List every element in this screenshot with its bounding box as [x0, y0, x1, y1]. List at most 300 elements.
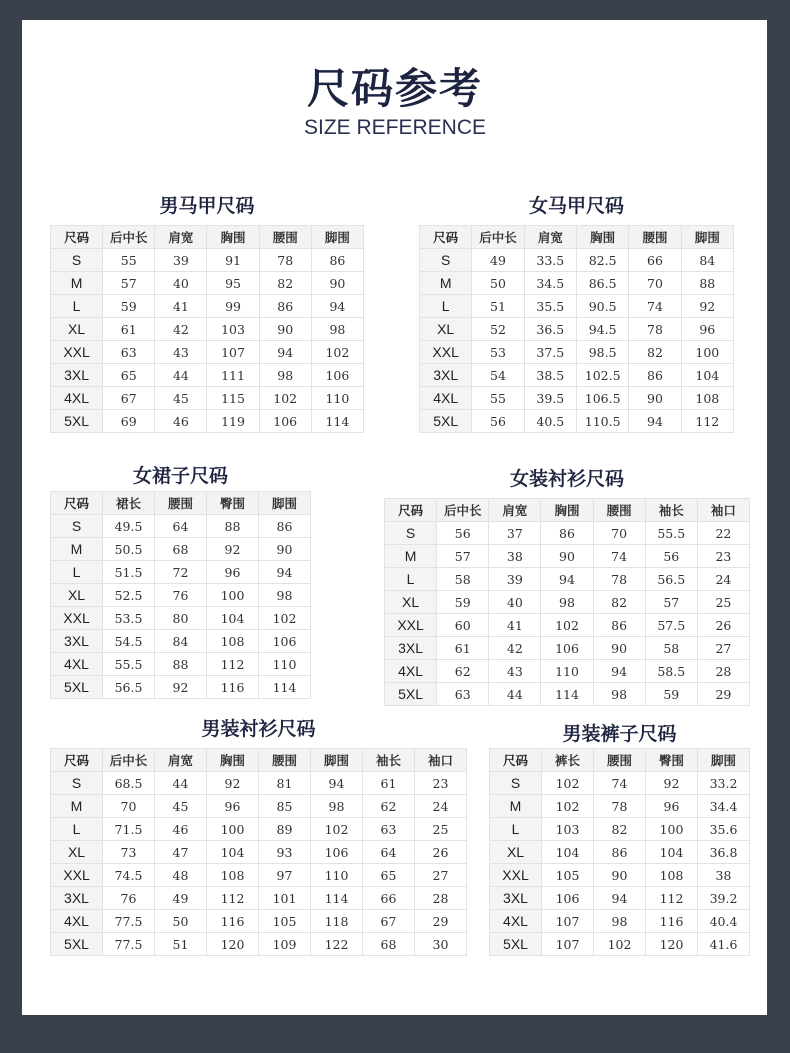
- column-header: 袖长: [363, 749, 415, 772]
- measurement-cell: 61: [103, 318, 155, 341]
- measurement-cell: 59: [645, 683, 697, 706]
- table-row: [420, 295, 734, 318]
- measurement-cell: 76: [103, 887, 155, 910]
- measurement-cell: 26: [415, 841, 467, 864]
- measurement-cell: 90.5: [576, 295, 628, 318]
- measurement-cell: 39.5: [524, 387, 576, 410]
- measurement-cell: 106.5: [576, 387, 628, 410]
- measurement-cell: 49.5: [103, 515, 155, 538]
- size-label: XL: [51, 318, 103, 341]
- mens-shirt-size-table: [50, 748, 467, 956]
- measurement-cell: 36.8: [698, 841, 750, 864]
- table-row: [385, 614, 750, 637]
- table-header-row: [51, 749, 467, 772]
- measurement-cell: 100: [681, 341, 733, 364]
- measurement-cell: 48: [155, 864, 207, 887]
- table-row: [51, 630, 311, 653]
- measurement-cell: 64: [363, 841, 415, 864]
- table-row: [51, 561, 311, 584]
- measurement-cell: 71.5: [103, 818, 155, 841]
- mens-shirt-title: 男装衬衫尺码: [201, 718, 316, 740]
- measurement-cell: 52: [472, 318, 524, 341]
- measurement-cell: 49: [155, 887, 207, 910]
- size-label: M: [51, 538, 103, 561]
- column-header: 脚围: [311, 226, 363, 249]
- table-row: [420, 341, 734, 364]
- column-header: 尺码: [51, 226, 103, 249]
- measurement-cell: 59: [437, 591, 489, 614]
- column-header: 腰围: [594, 749, 646, 772]
- column-header: 脚围: [698, 749, 750, 772]
- measurement-cell: 108: [681, 387, 733, 410]
- measurement-cell: 110: [259, 653, 311, 676]
- measurement-cell: 100: [646, 818, 698, 841]
- table-row: [420, 318, 734, 341]
- measurement-cell: 68.5: [103, 772, 155, 795]
- measurement-cell: 82.5: [576, 249, 628, 272]
- table-row: [51, 772, 467, 795]
- page-title: 尺码参考: [306, 64, 483, 113]
- measurement-cell: 70: [629, 272, 681, 295]
- size-label: L: [51, 561, 103, 584]
- page-subtitle: SIZE REFERENCE: [303, 116, 487, 139]
- womens-skirt-title: 女裙子尺码: [132, 465, 228, 487]
- measurement-cell: 104: [646, 841, 698, 864]
- measurement-cell: 34.5: [524, 272, 576, 295]
- measurement-cell: 105: [542, 864, 594, 887]
- measurement-cell: 102.5: [576, 364, 628, 387]
- table-row: [490, 910, 750, 933]
- column-header: 后中长: [103, 749, 155, 772]
- measurement-cell: 37.5: [524, 341, 576, 364]
- measurement-cell: 43: [155, 341, 207, 364]
- measurement-cell: 34.4: [698, 795, 750, 818]
- measurement-cell: 55: [472, 387, 524, 410]
- measurement-cell: 102: [542, 795, 594, 818]
- size-label: 5XL: [420, 410, 472, 433]
- measurement-cell: 53.5: [103, 607, 155, 630]
- measurement-cell: 96: [646, 795, 698, 818]
- size-label: 5XL: [51, 410, 103, 433]
- table-header-row: [385, 499, 750, 522]
- column-header: 肩宽: [155, 749, 207, 772]
- measurement-cell: 88: [681, 272, 733, 295]
- size-label: 4XL: [51, 653, 103, 676]
- size-label: S: [490, 772, 542, 795]
- size-label: M: [51, 795, 103, 818]
- measurement-cell: 38.5: [524, 364, 576, 387]
- table-row: [51, 841, 467, 864]
- measurement-cell: 112: [646, 887, 698, 910]
- measurement-cell: 94: [311, 295, 363, 318]
- table-row: [51, 795, 467, 818]
- measurement-cell: 39: [489, 568, 541, 591]
- measurement-cell: 57.5: [645, 614, 697, 637]
- measurement-cell: 107: [542, 910, 594, 933]
- measurement-cell: 41: [489, 614, 541, 637]
- measurement-cell: 77.5: [103, 910, 155, 933]
- measurement-cell: 74: [594, 772, 646, 795]
- measurement-cell: 110: [311, 387, 363, 410]
- measurement-cell: 44: [489, 683, 541, 706]
- size-label: XXL: [51, 607, 103, 630]
- measurement-cell: 94.5: [576, 318, 628, 341]
- measurement-cell: 95: [207, 272, 259, 295]
- measurement-cell: 59: [103, 295, 155, 318]
- mens-vest-title: 男马甲尺码: [159, 195, 255, 217]
- column-header: 裤长: [542, 749, 594, 772]
- measurement-cell: 74: [593, 545, 645, 568]
- measurement-cell: 78: [593, 568, 645, 591]
- column-header: 胸围: [576, 226, 628, 249]
- measurement-cell: 97: [259, 864, 311, 887]
- measurement-cell: 112: [207, 653, 259, 676]
- measurement-cell: 60: [437, 614, 489, 637]
- measurement-cell: 104: [207, 841, 259, 864]
- table-row: [420, 364, 734, 387]
- measurement-cell: 77.5: [103, 933, 155, 956]
- column-header: 胸围: [207, 749, 259, 772]
- measurement-cell: 98.5: [576, 341, 628, 364]
- measurement-cell: 90: [593, 637, 645, 660]
- size-label: XL: [490, 841, 542, 864]
- mens-trousers-title: 男装裤子尺码: [562, 723, 677, 745]
- measurement-cell: 116: [207, 910, 259, 933]
- measurement-cell: 40: [155, 272, 207, 295]
- table-row: [385, 637, 750, 660]
- table-row: [51, 887, 467, 910]
- measurement-cell: 104: [542, 841, 594, 864]
- measurement-cell: 61: [363, 772, 415, 795]
- column-header: 袖口: [697, 499, 749, 522]
- table-row: [51, 818, 467, 841]
- measurement-cell: 56.5: [645, 568, 697, 591]
- measurement-cell: 69: [103, 410, 155, 433]
- column-header: 裙长: [103, 492, 155, 515]
- table-row: [51, 653, 311, 676]
- mens-vest-size-table: [50, 225, 364, 433]
- size-label: L: [420, 295, 472, 318]
- measurement-cell: 55.5: [645, 522, 697, 545]
- measurement-cell: 22: [697, 522, 749, 545]
- mens-trousers-size-table: [489, 748, 750, 956]
- measurement-cell: 119: [207, 410, 259, 433]
- table-row: [51, 295, 364, 318]
- table-row: [490, 887, 750, 910]
- measurement-cell: 102: [259, 607, 311, 630]
- column-header: 腰围: [155, 492, 207, 515]
- measurement-cell: 58: [437, 568, 489, 591]
- table-row: [490, 818, 750, 841]
- measurement-cell: 85: [259, 795, 311, 818]
- measurement-cell: 112: [681, 410, 733, 433]
- column-header: 胸围: [541, 499, 593, 522]
- measurement-cell: 115: [207, 387, 259, 410]
- measurement-cell: 38: [698, 864, 750, 887]
- measurement-cell: 96: [207, 795, 259, 818]
- table-row: [51, 318, 364, 341]
- womens-vest-title: 女马甲尺码: [528, 195, 624, 217]
- measurement-cell: 51: [472, 295, 524, 318]
- measurement-cell: 106: [259, 410, 311, 433]
- table-row: [51, 538, 311, 561]
- table-row: [490, 933, 750, 956]
- measurement-cell: 68: [155, 538, 207, 561]
- column-header: 尺码: [385, 499, 437, 522]
- measurement-cell: 40: [489, 591, 541, 614]
- measurement-cell: 89: [259, 818, 311, 841]
- table-row: [51, 249, 364, 272]
- column-header: 腰围: [259, 749, 311, 772]
- measurement-cell: 78: [594, 795, 646, 818]
- measurement-cell: 62: [363, 795, 415, 818]
- table-row: [420, 410, 734, 433]
- measurement-cell: 116: [207, 676, 259, 699]
- measurement-cell: 90: [594, 864, 646, 887]
- measurement-cell: 106: [259, 630, 311, 653]
- measurement-cell: 54.5: [103, 630, 155, 653]
- size-label: 3XL: [51, 364, 103, 387]
- measurement-cell: 82: [594, 818, 646, 841]
- measurement-cell: 38: [489, 545, 541, 568]
- measurement-cell: 78: [259, 249, 311, 272]
- size-label: M: [51, 272, 103, 295]
- size-label: XXL: [51, 341, 103, 364]
- measurement-cell: 74: [629, 295, 681, 318]
- measurement-cell: 88: [155, 653, 207, 676]
- measurement-cell: 63: [103, 341, 155, 364]
- measurement-cell: 35.5: [524, 295, 576, 318]
- measurement-cell: 98: [593, 683, 645, 706]
- measurement-cell: 94: [541, 568, 593, 591]
- measurement-cell: 106: [542, 887, 594, 910]
- measurement-cell: 27: [697, 637, 749, 660]
- size-label: 4XL: [51, 387, 103, 410]
- table-row: [51, 410, 364, 433]
- size-label: 3XL: [51, 887, 103, 910]
- measurement-cell: 93: [259, 841, 311, 864]
- measurement-cell: 90: [311, 272, 363, 295]
- measurement-cell: 50.5: [103, 538, 155, 561]
- measurement-cell: 100: [207, 818, 259, 841]
- column-header: 肩宽: [524, 226, 576, 249]
- measurement-cell: 66: [363, 887, 415, 910]
- measurement-cell: 63: [363, 818, 415, 841]
- measurement-cell: 67: [363, 910, 415, 933]
- measurement-cell: 24: [415, 795, 467, 818]
- measurement-cell: 39: [155, 249, 207, 272]
- table-row: [420, 272, 734, 295]
- column-header: 袖口: [415, 749, 467, 772]
- measurement-cell: 50: [472, 272, 524, 295]
- table-row: [490, 795, 750, 818]
- size-label: S: [51, 249, 103, 272]
- measurement-cell: 58.5: [645, 660, 697, 683]
- measurement-cell: 50: [155, 910, 207, 933]
- table-row: [420, 249, 734, 272]
- table-row: [385, 683, 750, 706]
- measurement-cell: 45: [155, 795, 207, 818]
- column-header: 脚围: [259, 492, 311, 515]
- measurement-cell: 98: [594, 910, 646, 933]
- measurement-cell: 82: [629, 341, 681, 364]
- womens-shirt-size-table: [384, 498, 750, 706]
- measurement-cell: 42: [155, 318, 207, 341]
- column-header: 后中长: [103, 226, 155, 249]
- size-label: XXL: [385, 614, 437, 637]
- measurement-cell: 62: [437, 660, 489, 683]
- size-label: 3XL: [420, 364, 472, 387]
- measurement-cell: 36.5: [524, 318, 576, 341]
- measurement-cell: 23: [415, 772, 467, 795]
- table-row: [385, 660, 750, 683]
- measurement-cell: 90: [259, 538, 311, 561]
- column-header: 后中长: [472, 226, 524, 249]
- measurement-cell: 28: [415, 887, 467, 910]
- measurement-cell: 63: [437, 683, 489, 706]
- measurement-cell: 74.5: [103, 864, 155, 887]
- measurement-cell: 37: [489, 522, 541, 545]
- measurement-cell: 102: [541, 614, 593, 637]
- measurement-cell: 90: [629, 387, 681, 410]
- measurement-cell: 29: [697, 683, 749, 706]
- measurement-cell: 86.5: [576, 272, 628, 295]
- measurement-cell: 90: [259, 318, 311, 341]
- measurement-cell: 108: [646, 864, 698, 887]
- table-row: [51, 864, 467, 887]
- measurement-cell: 96: [681, 318, 733, 341]
- measurement-cell: 98: [311, 318, 363, 341]
- size-label: 5XL: [51, 933, 103, 956]
- size-label: XXL: [51, 864, 103, 887]
- measurement-cell: 70: [103, 795, 155, 818]
- measurement-cell: 118: [311, 910, 363, 933]
- measurement-cell: 92: [681, 295, 733, 318]
- measurement-cell: 84: [681, 249, 733, 272]
- measurement-cell: 46: [155, 410, 207, 433]
- size-label: S: [51, 515, 103, 538]
- measurement-cell: 120: [207, 933, 259, 956]
- size-label: XXL: [490, 864, 542, 887]
- table-row: [51, 933, 467, 956]
- measurement-cell: 86: [594, 841, 646, 864]
- column-header: 腰围: [629, 226, 681, 249]
- size-label: XL: [51, 841, 103, 864]
- measurement-cell: 53: [472, 341, 524, 364]
- measurement-cell: 25: [415, 818, 467, 841]
- measurement-cell: 92: [646, 772, 698, 795]
- column-header: 肩宽: [155, 226, 207, 249]
- measurement-cell: 107: [207, 341, 259, 364]
- size-label: 3XL: [385, 637, 437, 660]
- measurement-cell: 122: [311, 933, 363, 956]
- size-label: 3XL: [490, 887, 542, 910]
- measurement-cell: 65: [363, 864, 415, 887]
- measurement-cell: 64: [155, 515, 207, 538]
- measurement-cell: 44: [155, 364, 207, 387]
- measurement-cell: 114: [259, 676, 311, 699]
- measurement-cell: 110: [541, 660, 593, 683]
- measurement-cell: 57: [103, 272, 155, 295]
- size-label: M: [385, 545, 437, 568]
- measurement-cell: 51: [155, 933, 207, 956]
- measurement-cell: 82: [259, 272, 311, 295]
- measurement-cell: 47: [155, 841, 207, 864]
- size-label: 5XL: [490, 933, 542, 956]
- measurement-cell: 88: [207, 515, 259, 538]
- womens-skirt-size-table: [50, 491, 311, 699]
- measurement-cell: 72: [155, 561, 207, 584]
- measurement-cell: 40.4: [698, 910, 750, 933]
- measurement-cell: 61: [437, 637, 489, 660]
- measurement-cell: 23: [697, 545, 749, 568]
- measurement-cell: 103: [542, 818, 594, 841]
- table-row: [51, 272, 364, 295]
- measurement-cell: 33.5: [524, 249, 576, 272]
- measurement-cell: 80: [155, 607, 207, 630]
- measurement-cell: 78: [629, 318, 681, 341]
- measurement-cell: 102: [311, 818, 363, 841]
- measurement-cell: 27: [415, 864, 467, 887]
- size-label: 4XL: [490, 910, 542, 933]
- column-header: 袖长: [645, 499, 697, 522]
- measurement-cell: 86: [541, 522, 593, 545]
- measurement-cell: 86: [259, 295, 311, 318]
- table-row: [51, 387, 364, 410]
- measurement-cell: 41: [155, 295, 207, 318]
- measurement-cell: 49: [472, 249, 524, 272]
- table-header-row: [490, 749, 750, 772]
- measurement-cell: 110.5: [576, 410, 628, 433]
- table-row: [490, 864, 750, 887]
- column-header: 尺码: [490, 749, 542, 772]
- measurement-cell: 92: [155, 676, 207, 699]
- column-header: 肩宽: [489, 499, 541, 522]
- size-label: 4XL: [51, 910, 103, 933]
- measurement-cell: 42: [489, 637, 541, 660]
- measurement-cell: 107: [542, 933, 594, 956]
- measurement-cell: 40.5: [524, 410, 576, 433]
- measurement-cell: 56.5: [103, 676, 155, 699]
- measurement-cell: 28: [697, 660, 749, 683]
- measurement-cell: 65: [103, 364, 155, 387]
- column-header: 臀围: [646, 749, 698, 772]
- table-row: [490, 841, 750, 864]
- table-row: [51, 341, 364, 364]
- measurement-cell: 70: [593, 522, 645, 545]
- measurement-cell: 26: [697, 614, 749, 637]
- size-label: 5XL: [51, 676, 103, 699]
- measurement-cell: 98: [541, 591, 593, 614]
- column-header: 胸围: [207, 226, 259, 249]
- measurement-cell: 105: [259, 910, 311, 933]
- table-row: [51, 584, 311, 607]
- measurement-cell: 90: [541, 545, 593, 568]
- table-row: [490, 772, 750, 795]
- measurement-cell: 29: [415, 910, 467, 933]
- measurement-cell: 114: [311, 887, 363, 910]
- measurement-cell: 86: [259, 515, 311, 538]
- measurement-cell: 94: [593, 660, 645, 683]
- measurement-cell: 106: [311, 364, 363, 387]
- measurement-cell: 109: [259, 933, 311, 956]
- measurement-cell: 67: [103, 387, 155, 410]
- measurement-cell: 52.5: [103, 584, 155, 607]
- measurement-cell: 30: [415, 933, 467, 956]
- measurement-cell: 41.6: [698, 933, 750, 956]
- measurement-cell: 102: [542, 772, 594, 795]
- measurement-cell: 108: [207, 630, 259, 653]
